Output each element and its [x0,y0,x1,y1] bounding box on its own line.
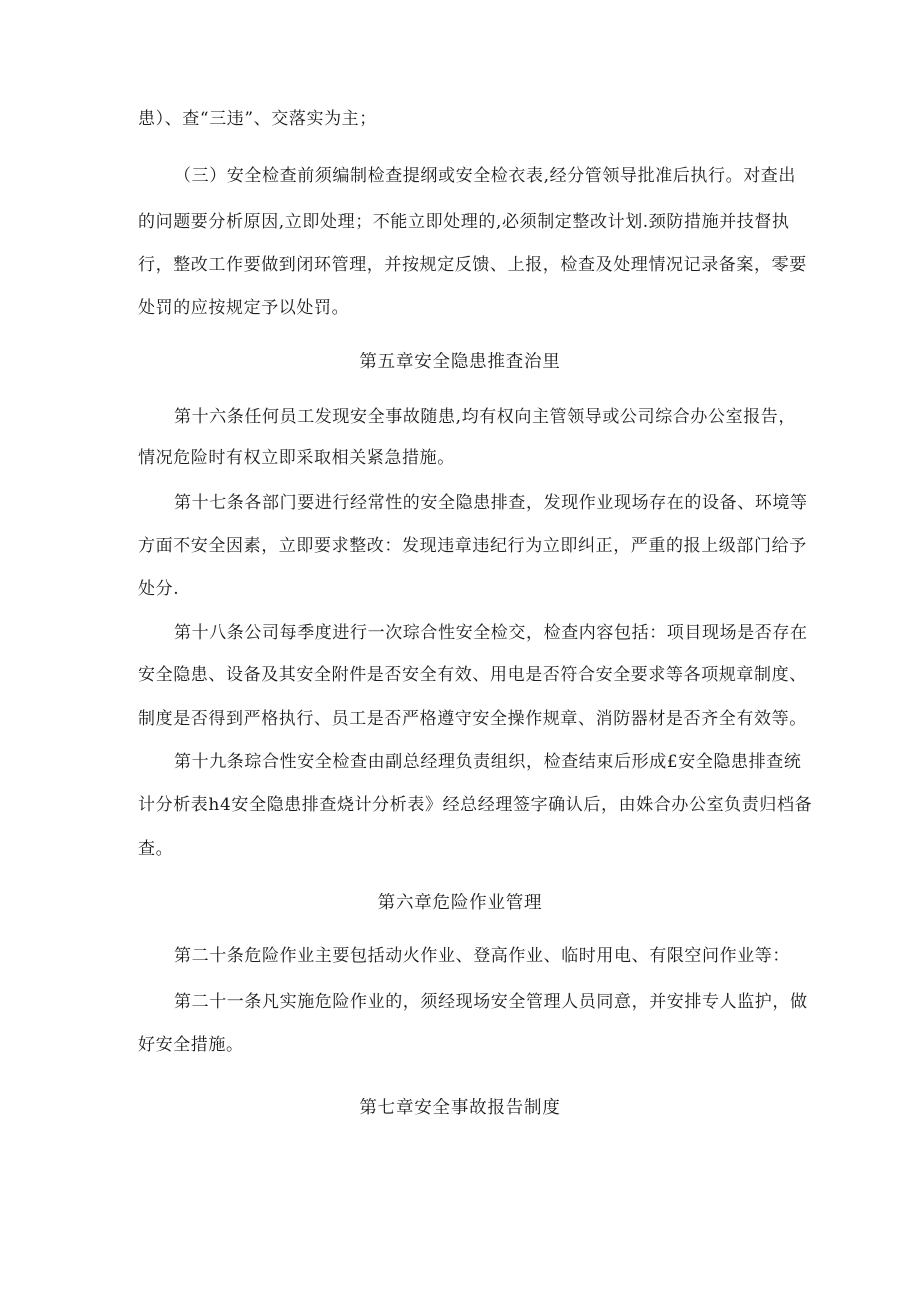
paragraph-line: 第二十一条凡实施危险作业的，须经现场安全管理人员同意，并安排专人监护，做 [174,992,808,1012]
chapter-heading: 第六章危险作业管理 [377,893,543,913]
paragraph-line: 处罚的应按规定予以处罚。 [138,298,350,318]
paragraph-line: 情况危险时有权立即采取相关紧急措施。 [138,448,455,468]
paragraph-line: （三）安全检查前须编制检查提纲或安全检衣表,经分管领导批准后执行。对查出 [174,166,797,186]
paragraph-line: 的问题要分析原因,立即处理；不能立即处理的,必须制定整改计划.颈防措施并技督执 [138,212,790,232]
paragraph-line: 安全隐患、设备及其安全附件是否安全有效、用电是否符合安全要求等各项规章制度、 [138,665,807,685]
chapter-heading: 第五章安全隐患推査治里 [359,352,561,372]
paragraph-line: 患）、查“三违”、交落实为主； [138,109,377,129]
paragraph-line: 处分. [138,579,180,599]
paragraph-line: 第十八条公司每季度进行一次琮合性安全检交，检查内容包括：项目现场是否存在 [174,623,808,643]
paragraph-line: 方面不安全因素，立即要求整改：发现违章违纪行为立即纠正，严重的报上级部门给予 [138,536,807,556]
chapter-heading: 第七章安全事故报告制度 [359,1098,561,1118]
paragraph-line: 行，整改工作要做到闭环管理，并按规定反馈、上报，检查及处理情况记录备案，零要 [138,255,807,275]
paragraph-line: 计分析表h4安全隐患排查烧计分析表》经总经理签字确认后，由姝合办公室负责归档备 [138,795,813,815]
paragraph-line: 好安全措施。 [138,1035,244,1055]
paragraph-line: 第十六条任何员工发现安全事故随患,均有权向主管领导或公司综合办公室报告， [174,407,797,427]
paragraph-line: 第十九条琮合性安全检查由副总经理负责组织，检查结束后形成£安全隐患排查统 [174,752,802,772]
paragraph-line: 第十七条各部门要进行经常性的安全隐患排查，发现作业现场存在的设备、环境等 [174,493,808,513]
paragraph-line: 第二十条危险作业主要包括动火作业、登高作业、临时用电、有限空问作业等： [174,946,790,966]
paragraph-line: 制度是否得到严格执行、员工是否严格遵守安全操作规章、消防器材是否齐全有效等。 [138,709,807,729]
paragraph-line: 查。 [138,839,174,859]
